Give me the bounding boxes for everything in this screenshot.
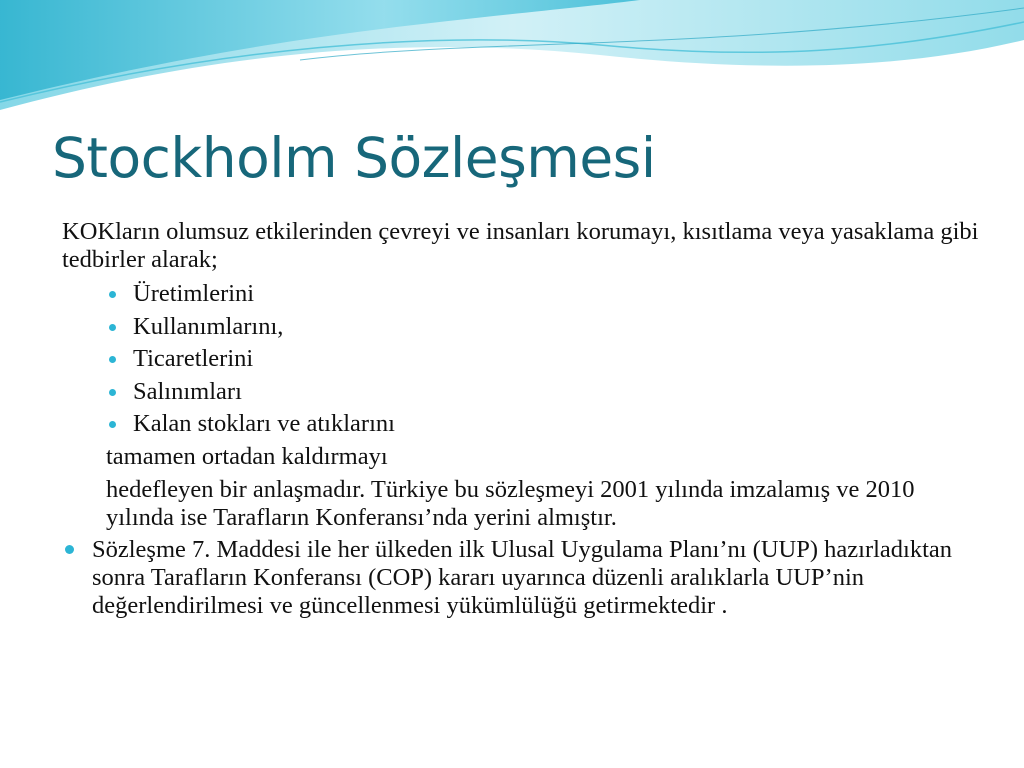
intro-paragraph: KOKların olumsuz etkilerinden çevreyi ve insanları korumayı, kısıtlama veya yasaklama gibi tedbirler alarak; — [62, 218, 979, 273]
bullet-dot-icon — [109, 389, 116, 396]
sub-bullet-text: Kullanımlarını, — [133, 312, 284, 340]
sub-bullet-item — [60, 280, 980, 308]
continuation-text-1: tamamen ortadan kaldırmayı — [106, 442, 388, 470]
sub-bullet-text: Kalan stokları ve atıklarını — [133, 410, 395, 437]
sub-bullet-list — [60, 280, 980, 438]
main-bullet-text: Sözleşme 7. Maddesi ile her ülkeden ilk Ulusal Uygulama Planı’nı (UUP) hazırladıktan sonra Tarafların Konferansı (COP) kararı uyarınca düzenli aralıklarla UUP’nin değerlendirilmesi ve güncellenmesi yükümlülüğü getirmektedir . — [92, 535, 953, 619]
sub-bullet-item — [60, 345, 980, 373]
bullet-dot-icon — [65, 545, 74, 554]
bullet-dot-icon — [109, 291, 116, 298]
bullet-dot-icon — [109, 356, 116, 363]
sub-bullet-item — [60, 313, 980, 341]
bullet-dot-icon — [109, 324, 116, 331]
sub-bullet-text: Ticaretlerini — [133, 345, 254, 372]
decorative-wave-header — [0, 0, 1024, 120]
slide-title: Stockholm Sözleşmesi — [52, 126, 656, 190]
sub-bullet-text: Üretimlerini — [133, 280, 255, 307]
bullet-dot-icon — [109, 421, 116, 428]
sub-bullet-item — [60, 410, 980, 438]
slide-body — [60, 218, 980, 620]
sub-bullet-text: Salınımları — [133, 377, 242, 405]
main-bullet-item — [60, 536, 980, 620]
continuation-text-2: hedefleyen bir anlaşmadır. Türkiye bu sözleşmeyi 2001 yılında imzalamış ve 2010 yılında ise Tarafların Konferansı’nda yerini almıştır. — [106, 475, 915, 531]
sub-bullet-item — [60, 378, 980, 406]
